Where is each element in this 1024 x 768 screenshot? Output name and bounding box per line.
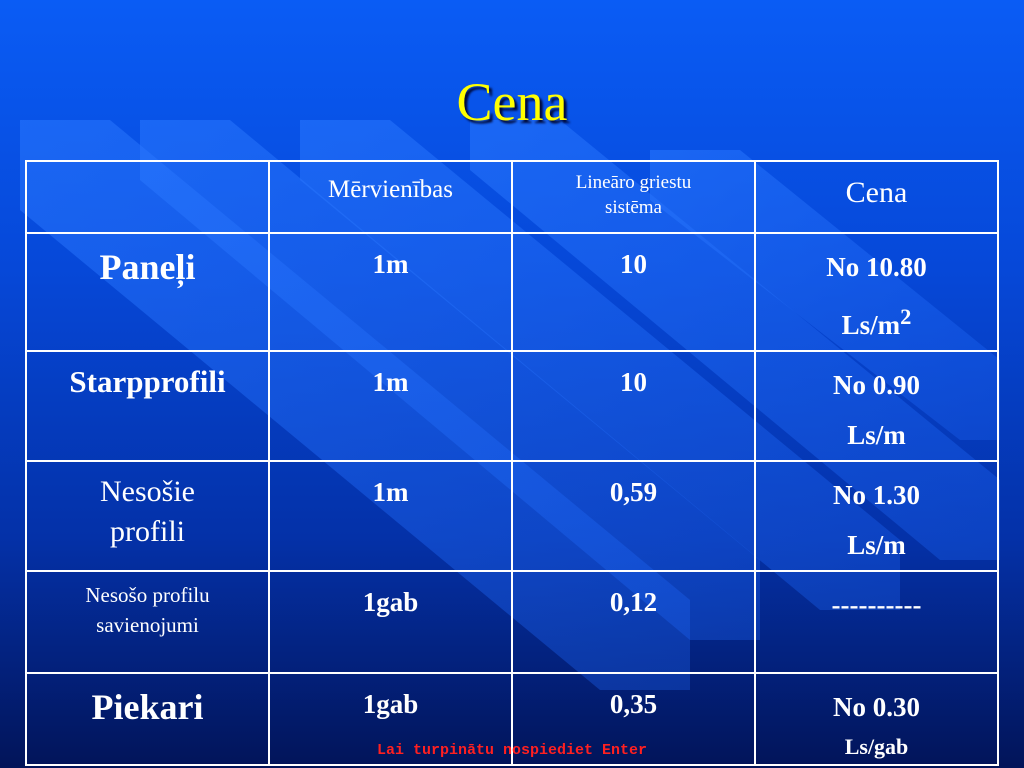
price-table [25, 160, 999, 766]
row-value: 0,12 [512, 571, 755, 673]
row-name-line1: Nesošo profilu [85, 583, 210, 607]
row-value: 0,59 [512, 461, 755, 571]
row-name-line2: savienojumi [96, 613, 199, 637]
price-line2 [756, 292, 997, 350]
header-empty-cell [26, 161, 269, 233]
row-value: 10 [512, 233, 755, 351]
row-name: Piekari [26, 673, 269, 765]
header-system-line1: Lineāro griestu [575, 172, 692, 193]
row-price [755, 461, 998, 571]
table-row [26, 461, 998, 571]
row-value: 10 [512, 351, 755, 461]
price-unit: Ls/m [841, 310, 901, 340]
slide-title: Cena [456, 72, 568, 132]
row-price [755, 571, 998, 673]
header-price: Cena [755, 161, 998, 233]
header-system-line2: sistēma [605, 197, 662, 218]
price-line2: Ls/m [847, 420, 906, 450]
continue-hint: Lai turpinātu nospiediet Enter [376, 742, 648, 759]
price-line2: Ls/gab [844, 734, 909, 759]
header-system [512, 161, 755, 233]
row-name [26, 461, 269, 571]
price-line1: No 1.30 [833, 480, 920, 510]
row-name: Starpprofili [26, 351, 269, 461]
row-name-line2: profili [110, 515, 185, 548]
price-line1: No 10.80 [826, 252, 927, 282]
row-name [26, 571, 269, 673]
row-unit: 1gab [269, 571, 512, 673]
row-price [755, 351, 998, 461]
table-row [26, 233, 998, 351]
row-name: Paneļi [26, 233, 269, 351]
price-unit-superscript: 2 [900, 304, 912, 329]
table-row [26, 351, 998, 461]
price-line2: Ls/m [847, 530, 906, 560]
price-line1: No 0.30 [833, 692, 920, 722]
row-unit: 1m [269, 351, 512, 461]
header-units: Mērvienības [269, 161, 512, 233]
table-row [26, 571, 998, 673]
row-unit: 1gab [269, 673, 512, 765]
price-line1: No 0.90 [833, 370, 920, 400]
row-unit: 1m [269, 233, 512, 351]
table-header-row [26, 161, 998, 233]
row-price [755, 233, 998, 351]
row-value: 0,35 [512, 673, 755, 765]
price-line1: ---------- [831, 590, 922, 620]
row-unit: 1m [269, 461, 512, 571]
row-name-line1: Nesošie [100, 475, 195, 508]
